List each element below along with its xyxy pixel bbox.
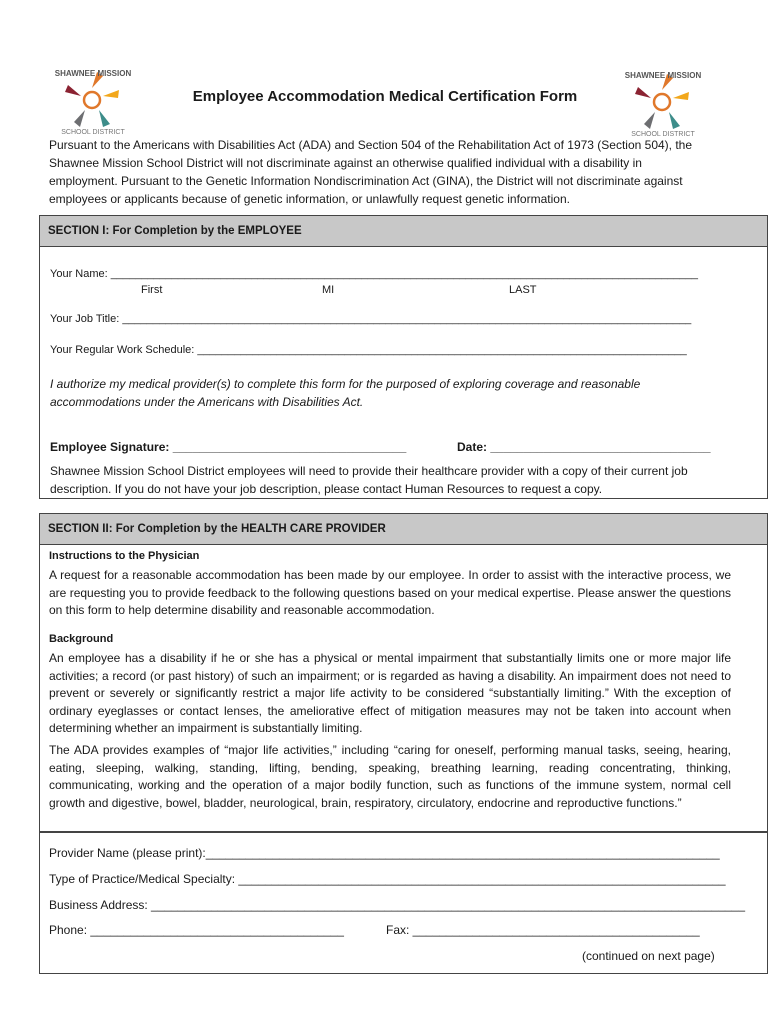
ada-paragraph: The ADA provides examples of “major life activities,” including “caring for oneself, performing manual tasks, seeing, hearing, eating, sleeping, walking, standing, lifting, bending, speaking, breathing learning, reading concentrating, thinking, communicating, working and the operation of a major bodily function, such as functions of the immune system, normal cell growth and digestive, bowel, bladder, neurological, brain, respiratory, circulatory, endocrine and reproductive functions.”	[49, 743, 731, 810]
job-description-note: Shawnee Mission School District employees will need to provide their healthcare provider with a copy of their current job description. If you do not have your job description, please contact Human Resources to request a copy.	[50, 464, 688, 496]
provider-name-field[interactable]: Provider Name (please print):_____________________________________________________________________________	[49, 846, 720, 860]
middle-initial-label: MI	[322, 284, 335, 296]
background-heading: Background	[49, 633, 114, 645]
svg-text:SHAWNEE MISSION: SHAWNEE MISSION	[54, 69, 132, 78]
employee-name-field[interactable]: Your Name: ________________________________________________________________________________________________	[50, 268, 699, 280]
form-title: Employee Accommodation Medical Certification Form	[192, 88, 578, 105]
svg-text:SCHOOL DISTRICT: SCHOOL DISTRICT	[631, 131, 695, 138]
authorization-statement: I authorize my medical provider(s) to complete this form for the purposed of exploring coverage and reasonable accommodations under the Americans with Disabilities Act.	[50, 377, 641, 409]
svg-text:SCHOOL DISTRICT: SCHOOL DISTRICT	[61, 129, 125, 136]
instructions-heading: Instructions to the Physician	[49, 550, 200, 562]
employee-signature-field[interactable]: Employee Signature: ___________________________________	[50, 440, 407, 454]
last-name-label: LAST	[509, 284, 537, 296]
date-field[interactable]: Date: _________________________________	[457, 440, 711, 454]
practice-specialty-field[interactable]: Type of Practice/Medical Specialty: _________________________________________________________________________	[49, 872, 726, 886]
business-address-field[interactable]: Business Address: _________________________________________________________________________________________	[49, 898, 746, 912]
work-schedule-field[interactable]: Your Regular Work Schedule: ________________________________________________________________________________	[50, 344, 687, 356]
intro-paragraph: Pursuant to the Americans with Disabilities Act (ADA) and Section 504 of the Rehabilitation Act of 1973 (Section 504), the Shawnee Mission School District will not discriminate against an otherwise qualified individual with a disability in employment. Pursuant to the Genetic Information Nondiscrimination Act (GINA), the District will not discriminate against employees or applicants because of genetic information, or unlawfully request genetic information.	[49, 138, 693, 206]
job-title-field[interactable]: Your Job Title: _____________________________________________________________________________________________	[50, 313, 692, 325]
fax-field[interactable]: Fax: ___________________________________________	[386, 923, 700, 937]
phone-field[interactable]: Phone: ______________________________________	[49, 923, 344, 937]
instructions-paragraph: A request for a reasonable accommodation has been made by our employee. In order to assist with the interactive process, we are requesting you to provide feedback to the following questions based on your medical expertise. Please answer the questions on this form to help determine disability and reasonable accommodation.	[49, 568, 731, 617]
svg-text:SHAWNEE MISSION: SHAWNEE MISSION	[624, 71, 702, 80]
background-paragraph: An employee has a disability if he or she has a physical or mental impairment that substantially limits one or more major life activities; a record (or past history) of such an impairment; or is regarded as having a disability. An impairment does not need to prevent or severely or significantly restrict a major life activity to be considered “substantially limiting.” With the exception of ordinary eyeglasses or contact lenses, the ameliorative effect of mitigation measures may not be taken into account when determining whether an impairment is substantially limiting.	[49, 651, 731, 735]
section-1-header: SECTION I: For Completion by the EMPLOYEE	[40, 216, 767, 247]
first-name-label: First	[141, 284, 163, 296]
continued-note: (continued on next page)	[582, 949, 715, 963]
section-2-header: SECTION II: For Completion by the HEALTH CARE PROVIDER	[40, 514, 767, 545]
section-1-box	[39, 215, 768, 499]
